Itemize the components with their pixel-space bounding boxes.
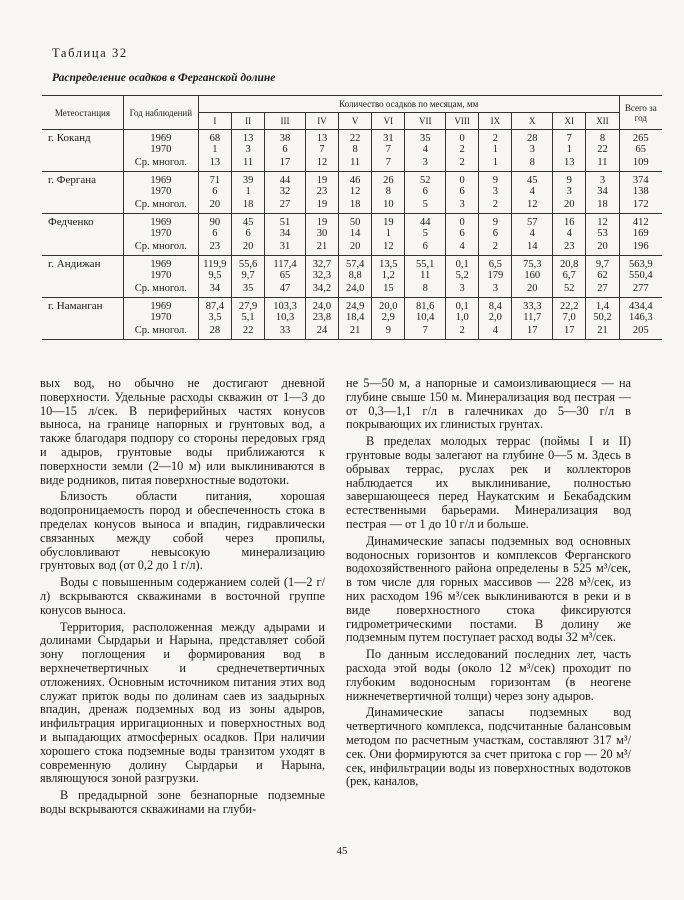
table-row [42,239,662,256]
precipitation-value: 4 [446,239,479,256]
precipitation-value: 6,5 [479,256,512,271]
precipitation-value: 18 [339,197,372,214]
observation-year: 1970 [123,228,198,239]
header-month: VIII [446,113,479,130]
header-month: III [265,113,306,130]
observation-year: 1969 [123,172,198,187]
precipitation-value: 3,5 [198,312,231,323]
precipitation-value: 22 [339,130,372,145]
precipitation-value: 3 [553,186,586,197]
table-row [42,270,662,281]
table-row [42,155,662,172]
precipitation-value: 8,4 [479,298,512,313]
precipitation-value: 1 [479,144,512,155]
precipitation-value: 8 [339,144,372,155]
precipitation-value: 33 [265,323,306,340]
precipitation-value: 22 [586,144,619,155]
precipitation-value: 8 [372,186,405,197]
paragraph: Динамические запасы подземных вод четвертичного комплекса, подсчитанные балансовым методом по расчетным участкам, составляют 317 м³/сек. Они формируются за счет притока с гор — 20 м³/сек, инфильтрации воды из поверхностных водотоков (рек, каналов, [346,705,631,789]
station-name: г. Наманган [48,300,103,312]
annual-total: 374 [619,172,662,187]
annual-total: 109 [619,155,662,172]
precipitation-value: 44 [405,214,446,229]
observation-year: 1969 [123,298,198,313]
station-name-empty [42,270,123,281]
precipitation-value: 4 [512,228,553,239]
precipitation-value: 12 [339,186,372,197]
precipitation-value: 20 [586,239,619,256]
table-row [42,197,662,214]
precipitation-value: 3 [446,281,479,298]
precipitation-value: 11 [231,155,264,172]
precipitation-value: 57,4 [339,256,372,271]
precipitation-value: 52 [553,281,586,298]
precipitation-value: 2 [479,130,512,145]
precipitation-value: 35 [231,281,264,298]
precipitation-value: 65 [265,270,306,281]
table-row [42,186,662,197]
station-name-empty [42,239,123,256]
precipitation-value: 3 [446,197,479,214]
annual-total: 196 [619,239,662,256]
precipitation-value: 3 [586,172,619,187]
table-row [42,228,662,239]
precipitation-value: 14 [512,239,553,256]
precipitation-value: 2,0 [479,312,512,323]
precipitation-value: 75,3 [512,256,553,271]
precipitation-value: 23 [198,239,231,256]
table-row [42,214,662,229]
table-row [42,144,662,155]
precipitation-value: 8 [586,130,619,145]
table-row [42,281,662,298]
header-month: V [339,113,372,130]
station-name-empty [42,144,123,155]
station-name: г. Андижан [48,258,101,270]
precipitation-value: 35 [405,130,446,145]
precipitation-value: 119,9 [198,256,231,271]
precipitation-value: 0 [446,172,479,187]
precipitation-value: 19 [372,214,405,229]
precipitation-value: 28 [512,130,553,145]
precipitation-value: 13 [198,155,231,172]
header-month: VI [372,113,405,130]
table-row [42,130,662,145]
header-year: Год наблюдений [123,96,198,130]
table-row [42,172,662,187]
observation-year: Ср. многол. [123,239,198,256]
text-column-right [346,377,631,789]
precipitation-value: 21 [305,239,338,256]
observation-year: 1970 [123,270,198,281]
observation-year: Ср. многол. [123,155,198,172]
precipitation-value: 33,3 [512,298,553,313]
paragraph: Близость области питания, хорошая водопроницаемость пород и обеспеченность стока в пределах конусов выноса и впадин, гидравлически связанных между собой через пропилы, обусловливают невысокую минерализацию грунтовых вод (от 0,2 до 1 г/л). [40,489,325,573]
precipitation-value: 57 [512,214,553,229]
precipitation-value: 103,3 [265,298,306,313]
precipitation-value: 3 [231,144,264,155]
precipitation-value: 1 [553,144,586,155]
precipitation-value: 1 [231,186,264,197]
station-name-empty [42,186,123,197]
observation-year: 1970 [123,312,198,323]
precipitation-value: 22 [231,323,264,340]
precipitation-value: 2 [446,144,479,155]
precipitation-value: 14 [339,228,372,239]
precipitation-value: 4 [405,144,446,155]
station-name-empty [42,323,123,340]
table-row [42,256,662,271]
precipitation-value: 6 [479,228,512,239]
text-column-left [40,377,325,817]
precipitation-value: 87,4 [198,298,231,313]
table-row [42,323,662,340]
table-title: Распределение осадков в Ферганской долине [52,72,276,84]
precipitation-value: 20 [553,197,586,214]
precipitation-value: 6 [405,186,446,197]
precipitation-value: 53 [586,228,619,239]
annual-total: 169 [619,228,662,239]
precipitation-value: 2,9 [372,312,405,323]
precipitation-value: 15 [372,281,405,298]
precipitation-value: 68 [198,130,231,145]
precipitation-value: 20,8 [553,256,586,271]
precipitation-value: 179 [479,270,512,281]
precipitation-value: 9,7 [586,256,619,271]
precipitation-value: 7 [305,144,338,155]
precipitation-value: 12 [305,155,338,172]
annual-total: 563,9 [619,256,662,271]
precipitation-value: 10,4 [405,312,446,323]
paragraph: не 5—50 м, а напорные и самоизливающиеся — на глубине свыше 150 м. Минерализация вод пестрая — от 0,3—1,1 г/л в галечниках до 5—30 г/л в покрывающих их глинистых грунтах. [346,376,631,432]
precipitation-value: 24,0 [305,298,338,313]
precipitation-value: 7 [372,144,405,155]
annual-total: 265 [619,130,662,145]
precipitation-value: 6 [265,144,306,155]
header-month: XI [553,113,586,130]
precipitation-value: 50,2 [586,312,619,323]
precipitation-value: 13 [553,155,586,172]
paragraph: По данным исследований последних лет, часть расхода этой воды (около 12 м³/сек) проходит по глубоким водоносным горизонтам (в неогене нижнечетвертичной толщи) через зону адыров. [346,647,631,703]
precipitation-value: 8 [512,155,553,172]
precipitation-value: 19 [305,172,338,187]
precipitation-value: 34 [198,281,231,298]
precipitation-value: 3 [479,186,512,197]
precipitation-value: 31 [372,130,405,145]
precipitation-value: 20 [231,239,264,256]
precipitation-value: 55,1 [405,256,446,271]
precipitation-value: 22,2 [553,298,586,313]
precipitation-value: 9 [553,172,586,187]
precipitation-value: 46 [339,172,372,187]
precipitation-table [42,95,662,340]
precipitation-value: 7 [405,323,446,340]
annual-total: 550,4 [619,270,662,281]
precipitation-value: 0,1 [446,298,479,313]
precipitation-value: 13 [231,130,264,145]
precipitation-value: 6 [198,186,231,197]
precipitation-value: 24 [305,323,338,340]
observation-year: 1970 [123,144,198,155]
paragraph: вых вод, но обычно не достигают дневной поверхности. Удельные расходы скважин от 1—3 до 10—15 л/сек. В периферийных частях конусов выноса, на границе напорных и грунтовых вод, а также благодаря подпору со стороны передовых гряд и адыров, грунтовые воды приближаются к поверхности земли (2—10 м) или выклиниваются в виде родников, питая поверхностные водотоки. [40,376,325,487]
precipitation-value: 117,4 [265,256,306,271]
precipitation-value: 20 [339,239,372,256]
precipitation-value: 2 [479,197,512,214]
precipitation-value: 20,0 [372,298,405,313]
precipitation-value: 62 [586,270,619,281]
precipitation-value: 11,7 [512,312,553,323]
precipitation-value: 1 [372,228,405,239]
precipitation-value: 32,7 [305,256,338,271]
precipitation-value: 27 [265,197,306,214]
precipitation-value: 6 [198,228,231,239]
precipitation-value: 34,2 [305,281,338,298]
precipitation-value: 12 [586,214,619,229]
precipitation-value: 23 [305,186,338,197]
precipitation-value: 160 [512,270,553,281]
precipitation-value: 45 [231,214,264,229]
precipitation-value: 55,6 [231,256,264,271]
header-months-group: Количество осадков по месяцам, мм [198,96,619,113]
precipitation-value: 24,0 [339,281,372,298]
precipitation-value: 45 [512,172,553,187]
precipitation-value: 0 [446,130,479,145]
paragraph: Воды с повышенным содержанием солей (1—2 г/л) вскрываются скважинами в восточной группе конусов выноса. [40,575,325,617]
precipitation-value: 18 [586,197,619,214]
precipitation-value: 16 [553,214,586,229]
annual-total: 412 [619,214,662,229]
precipitation-value: 19 [305,197,338,214]
precipitation-value: 44 [265,172,306,187]
precipitation-value: 1,0 [446,312,479,323]
precipitation-value: 27 [586,281,619,298]
precipitation-value: 7 [553,130,586,145]
precipitation-value: 38 [265,130,306,145]
observation-year: Ср. многол. [123,323,198,340]
precipitation-value: 34 [265,228,306,239]
table-row [42,298,662,313]
precipitation-value: 12 [512,197,553,214]
precipitation-value: 13 [305,130,338,145]
station-name: г. Фергана [48,174,97,186]
precipitation-value: 1 [198,144,231,155]
precipitation-value: 51 [265,214,306,229]
page-number: 45 [336,845,348,857]
precipitation-value: 50 [339,214,372,229]
precipitation-value: 2 [479,239,512,256]
precipitation-value: 81,6 [405,298,446,313]
precipitation-value: 26 [372,172,405,187]
precipitation-value: 6 [231,228,264,239]
precipitation-value: 18 [231,197,264,214]
paragraph: В предадырной зоне безнапорные подземные воды вскрываются скважинами на глуби- [40,788,325,816]
observation-year: 1970 [123,186,198,197]
observation-year: Ср. многол. [123,281,198,298]
precipitation-value: 6 [446,228,479,239]
observation-year: Ср. многол. [123,197,198,214]
precipitation-value: 23,8 [305,312,338,323]
precipitation-value: 5 [405,197,446,214]
precipitation-value: 1 [479,155,512,172]
annual-total: 277 [619,281,662,298]
precipitation-value: 47 [265,281,306,298]
precipitation-value: 27,9 [231,298,264,313]
precipitation-value: 39 [231,172,264,187]
table-label: Таблица 32 [52,46,128,60]
precipitation-value: 34 [586,186,619,197]
observation-year: 1969 [123,214,198,229]
precipitation-value: 7 [372,155,405,172]
header-month: I [198,113,231,130]
precipitation-value: 3 [405,155,446,172]
precipitation-value: 4 [479,323,512,340]
header-month: IV [305,113,338,130]
header-month: X [512,113,553,130]
station-name-empty [42,155,123,172]
precipitation-value: 0,1 [446,256,479,271]
precipitation-value: 11 [586,155,619,172]
precipitation-value: 24,9 [339,298,372,313]
header-station: Метеостанция [42,96,123,130]
precipitation-value: 20 [512,281,553,298]
precipitation-value: 4 [553,228,586,239]
precipitation-value: 9,5 [198,270,231,281]
precipitation-value: 17 [553,323,586,340]
precipitation-value: 11 [339,155,372,172]
precipitation-value: 18,4 [339,312,372,323]
precipitation-value: 17 [265,155,306,172]
precipitation-value: 6,7 [553,270,586,281]
annual-total: 434,4 [619,298,662,313]
precipitation-value: 17 [512,323,553,340]
observation-year: 1969 [123,130,198,145]
precipitation-value: 32,3 [305,270,338,281]
precipitation-value: 6 [405,239,446,256]
precipitation-value: 9,7 [231,270,264,281]
annual-total: 138 [619,186,662,197]
precipitation-value: 20 [198,197,231,214]
paragraph: Динамические запасы подземных вод основных водоносных горизонтов и комплексов Ферганского водохозяйственного района определены в 525 м³/сек, в том числе для горных массивов — 228 м³/сек, из них расходом 196 м³/сек выклиниваются в реки и в виде поверхностного стока фиксируются гидрометрическими постами. В долину же подземным путем поступает расход воды 32 м³/сек. [346,533,631,645]
precipitation-value: 1,4 [586,298,619,313]
precipitation-value: 52 [405,172,446,187]
precipitation-value: 3 [479,281,512,298]
precipitation-value: 13,5 [372,256,405,271]
precipitation-value: 5,1 [231,312,264,323]
annual-total: 172 [619,197,662,214]
header-total: Всего за год [619,96,662,130]
precipitation-value: 21 [586,323,619,340]
station-name: Федченко [48,216,94,228]
paragraph: Территория, расположенная между адырами и долинами Сырдарьи и Нарына, представляет собой зону поглощения и формирования вод в верхнечетвертичных и среднечетвертичных отложениях. Основным источником питания этих вод служат приток воды по долинам саев из заадырных впадин, дренаж подземных вод из зоны адыров, инфильтрация ирригационных и поверхностных вод и выпадающих атмосферных осадков. При наличии хорошего стока подземные воды транзитом уходят в современную долину Сырдарьи и Нарына, являющуюся зоной разгрузки. [40,619,325,786]
precipitation-value: 23 [553,239,586,256]
precipitation-value: 28 [198,323,231,340]
precipitation-value: 32 [265,186,306,197]
precipitation-value: 2 [446,155,479,172]
precipitation-value: 31 [265,239,306,256]
annual-total: 146,3 [619,312,662,323]
precipitation-value: 3 [512,144,553,155]
header-month: IX [479,113,512,130]
annual-total: 205 [619,323,662,340]
header-month: II [231,113,264,130]
precipitation-value: 90 [198,214,231,229]
precipitation-value: 12 [372,239,405,256]
precipitation-value: 5 [405,228,446,239]
station-name-empty [42,197,123,214]
header-month: VII [405,113,446,130]
precipitation-value: 6 [446,186,479,197]
precipitation-value: 9 [479,172,512,187]
annual-total: 65 [619,144,662,155]
precipitation-value: 0 [446,214,479,229]
precipitation-value: 8,8 [339,270,372,281]
precipitation-value: 71 [198,172,231,187]
precipitation-value: 30 [305,228,338,239]
observation-year: 1969 [123,256,198,271]
precipitation-value: 10 [372,197,405,214]
header-month: XII [586,113,619,130]
station-name-empty [42,228,123,239]
station-name: г. Коканд [48,132,91,144]
precipitation-value: 4 [512,186,553,197]
precipitation-value: 7,0 [553,312,586,323]
table-row [42,312,662,323]
precipitation-value: 9 [372,323,405,340]
station-name-empty [42,312,123,323]
precipitation-value: 19 [305,214,338,229]
precipitation-value: 5,2 [446,270,479,281]
precipitation-value: 2 [446,323,479,340]
precipitation-value: 1,2 [372,270,405,281]
precipitation-value: 9 [479,214,512,229]
paragraph: В пределах молодых террас (поймы I и II) грунтовые воды залегают на глубине 0—5 м. Здесь в обрывах террас, руслах рек и коллекторов наблюдается их выклинивание, полностью завершающееся перед Наукатским и Бекабадским естественными барьерами. Минерализация вод пестрая — от 1 до 10 г/л и больше. [346,434,631,531]
precipitation-value: 11 [405,270,446,281]
precipitation-value: 21 [339,323,372,340]
precipitation-value: 8 [405,281,446,298]
station-name-empty [42,281,123,298]
precipitation-value: 10,3 [265,312,306,323]
